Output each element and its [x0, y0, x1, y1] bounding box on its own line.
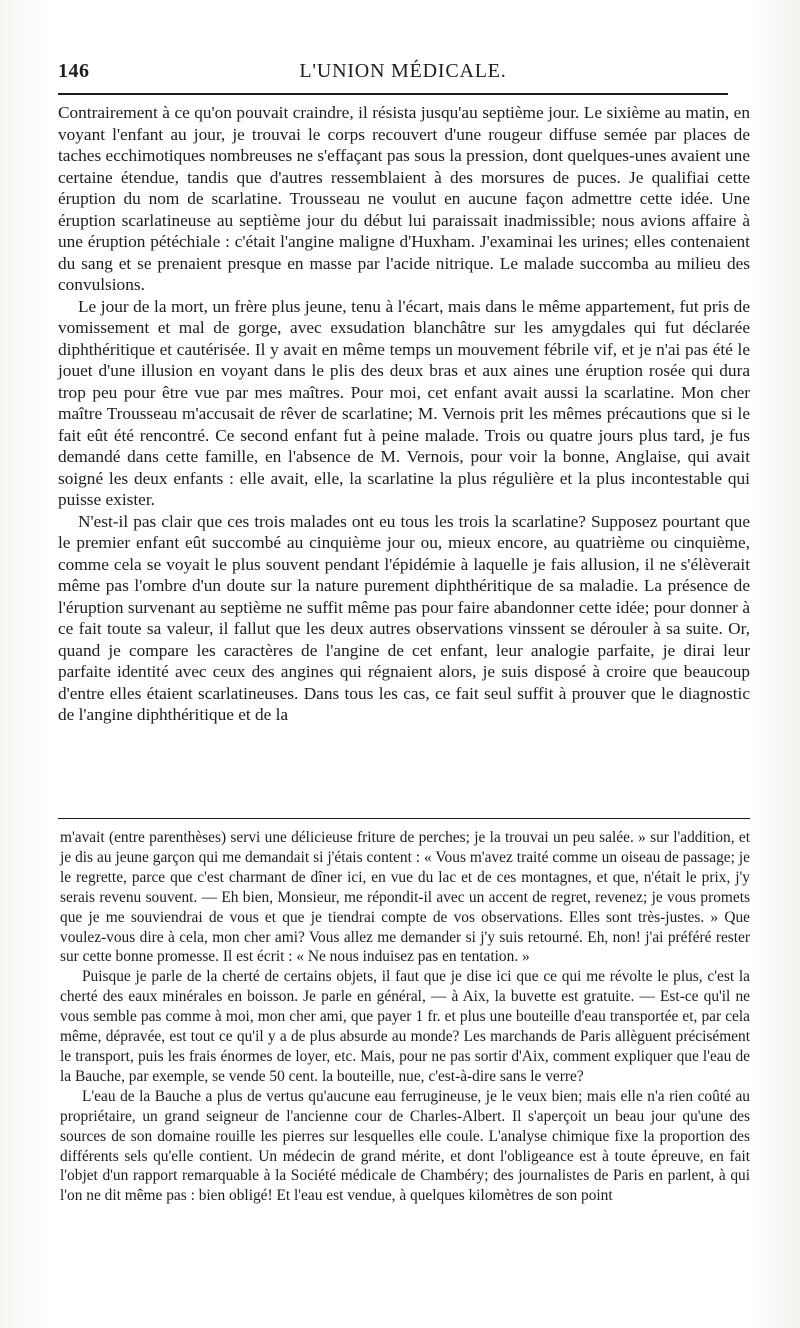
footnote-paragraph: L'eau de la Bauche a plus de vertus qu'aucune eau ferrugineuse, je le veux bien; mais elle n'a rien coûté au propriétaire, un grand seigneur de l'ancienne cour de Charles-Albert. Il s'aperçoit un beau jour qu'une des sources de son domaine rouille les pierres sur lesquelles elle coule. L'analyse chimique fixe la proportion des différents sels qu'elle contient. Un médecin de grand mérite, et dont l'obligeance est à toute épreuve, en fait l'objet d'un rapport remarquable à la Société médicale de Chambéry; des journalistes de Paris en parlent, à qui l'on ne dit même pas : bien obligé! Et l'eau est vendue, à quelques kilomètres de son point [60, 1087, 750, 1205]
body-paragraph: Contrairement à ce qu'on pouvait craindre, il résista jusqu'au septième jour. Le sixième au matin, en voyant l'enfant au jour, je trouvai le corps recouvert d'une rougeur diffuse semée par places de taches ecchimotiques nombreuses ne s'effaçant pas sous la pression, dont quelques-unes avaient une certaine étendue, tandis que d'autres ressemblaient à des morsures de puces. Je qualifiai cette éruption du nom de scarlatine. Trousseau ne voulut en aucune façon admettre cette idée. Une éruption scarlatineuse au septième jour du début lui paraissait inadmissible; nous avions affaire à une éruption pétéchiale : c'était l'angine maligne d'Huxham. J'examinai les urines; elles contenaient du sang et se prenaient presque en masse par l'acide nitrique. Le malade succomba au milieu des convulsions. [58, 103, 750, 294]
body-paragraph: Le jour de la mort, un frère plus jeune, tenu à l'écart, mais dans le même appartement, fut pris de vomissement et mal de gorge, avec exsudation blanchâtre sur les amygdales qui fut déclarée diphthéritique et cautérisée. Il y avait en même temps un mouvement fébrile vif, et je n'ai pas été le jouet d'une illusion en voyant dans le plis des deux bras et aux aines une éruption rosée qui dura trop peu pour être vue par mes maîtres. Pour moi, cet enfant avait aussi la scarlatine. Mon cher maître Trousseau m'accusait de rêver de scarlatine; M. Vernois prit les mêmes précautions que si le fait eût été rencontré. Ce second enfant fut à peine malade. Trois ou quatre jours plus tard, je fus demandé dans cette famille, en l'absence de M. Vernois, pour voir la bonne, Anglaise, qui avait soigné les deux enfants : elle avait, elle, la scarlatine la plus régulière et la plus incontestable qui puisse exister. [58, 296, 750, 509]
footnote-paragraph: m'avait (entre parenthèses) servi une délicieuse friture de perches; je la trouvai un peu salée. » sur l'addition, et je dis au jeune garçon qui me demandait si j'étais content : « Vous m'avez traité comme un oiseau de passage; je le regrette, parce que c'est charmant de dîner ici, en vue du lac et de ces montagnes, et que, n'était le prix, j'y serais revenu souvent. — Eh bien, Monsieur, me répondit-il avec un accent de regret, revenez; je vous promets que je me souviendrai de vous et que je tiendrai compte de vos observations. Elles sont très-justes. » Que voulez-vous dire à cela, mon cher ami? Vous allez me demander si j'y suis retourné. Eh, non! j'ai préféré rester sur cette bonne promesse. Il est écrit : « Ne nous induisez pas en tentation. » [60, 829, 750, 966]
body-paragraph: N'est-il pas clair que ces trois malades ont eu tous les trois la scarlatine? Supposez pourtant que le premier enfant eût succombé au cinquième jour ou, mieux encore, au quatrième ou cinquième, comme cela se voyait le plus souvent pendant l'épidémie à laquelle je fais allusion, il ne s'élèverait même pas l'ombre d'un doute sur la nature purement diphthéritique de sa maladie. La présence de l'éruption survenant au septième ne suffit même pas pour faire abandonner cette idée; pour donner à ce fait toute sa valeur, il fallut que les deux autres observations vinssent se dérouler à sa suite. Or, quand je compare les caractères de l'angine de cet enfant, leur analogie parfaite, je dirai leur parfaite identité avec ceux des angines qui régnaient alors, je suis disposé à croire que beaucoup d'entre elles étaient scarlatineuses. Dans tous les cas, ce fait seul suffit à prouver que le diagnostic de l'angine diphthéritique et de la [58, 511, 750, 724]
page-header [58, 58, 748, 88]
footnote-paragraph: Puisque je parle de la cherté de certains objets, il faut que je dise ici que ce qui me révolte le plus, c'est la cherté des eaux minérales en boisson. Je parle en général, — à Aix, la buvette est gratuite. — Est-ce qu'il ne vous semble pas comme à moi, mon cher ami, que payer 1 fr. et plus une bouteille d'eau transportée et, par cela même, dépravée, est tout ce qu'il y a de plus absurde au monde? Les marchands de Paris allèguent précisément le transport, puis les frais énormes de loyer, etc. Mais, pour ne pas sortir d'Aix, comment expliquer que l'eau de la Bauche, par exemple, se vende 50 cent. la bouteille, nue, c'est-à-dire sans le verre? [60, 968, 750, 1085]
header-rule [58, 93, 728, 95]
main-text-block [58, 102, 750, 726]
footnote-block [60, 828, 750, 1206]
running-title: L'UNION MÉDICALE. [299, 60, 507, 82]
page-number: 146 [58, 60, 90, 82]
footnote-divider [58, 818, 750, 819]
